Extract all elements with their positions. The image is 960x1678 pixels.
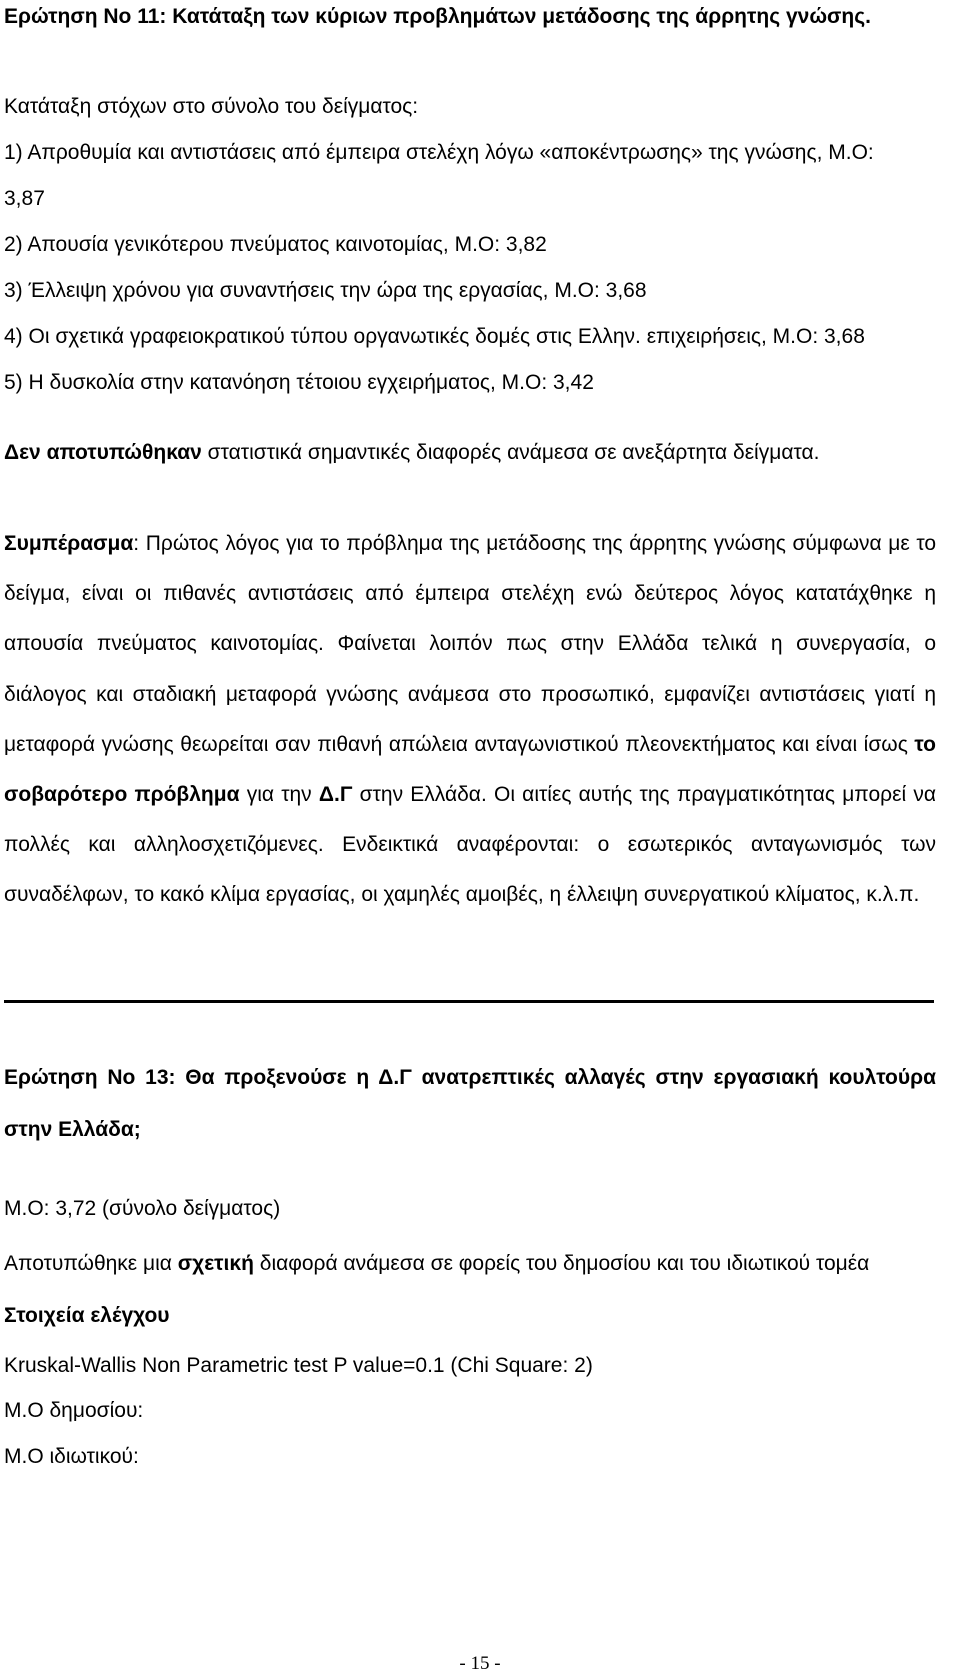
- question-13-difference: [4, 1251, 934, 1277]
- ranking-item-2: 2) Απουσία γενικότερου πνεύματος καινοτομίας, Μ.Ο: 3,82: [4, 233, 547, 256]
- question-13-mean: Μ.Ο: 3,72 (σύνολο δείγματος): [4, 1197, 281, 1220]
- ranking-item-5: 5) Η δυσκολία στην κατανόηση τέτοιου εγχειρήματος, Μ.Ο: 3,42: [4, 371, 594, 394]
- private-sector-mean: Μ.Ο ιδιωτικού:: [4, 1445, 139, 1468]
- no-difference-bold: Δεν αποτυπώθηκαν: [4, 441, 202, 464]
- ranking-item-1: 1) Απροθυμία και αντιστάσεις από έμπειρα στελέχη λόγω «αποκέντρωσης» της γνώσης, Μ.Ο:: [4, 141, 874, 164]
- difference-bold: σχετική: [177, 1252, 254, 1275]
- ranking-item-4: 4) Οι σχετικά γραφειοκρατικού τύπου οργανωτικές δομές στις Ελλην. επιχειρήσεις, Μ.Ο: 3,68: [4, 325, 865, 348]
- section-divider: [4, 1000, 934, 1003]
- question-11-title: Ερώτηση Νο 11: Κατάταξη των κύριων προβλημάτων μετάδοσης της άρρητης γνώσης.: [4, 5, 872, 28]
- ranking-intro: Κατάταξη στόχων στο σύνολο του δείγματος:: [4, 95, 419, 118]
- conclusion-bold-1: το σοβαρότερο πρόβλημα: [4, 732, 936, 807]
- conclusion-text-2: για την: [239, 783, 319, 807]
- conclusion-text-3: στην Ελλάδα. Οι αιτίες αυτής της πραγματικότητας μπορεί να πολλές και αλληλοσχετιζόμενες. Ενδεικτικά αναφέρονται: ο εσωτερικός ανταγωνισμός των συναδέλφων, το κακό κλίμα εργασίας, οι χαμηλές αμοιβές, η έλλειψη συνεργατικού κλίματος, κ.λ.π.: [4, 783, 936, 907]
- no-difference-note: [4, 440, 934, 466]
- conclusion-text-1: : Πρώτος λόγος για το πρόβλημα της μετάδοσης της άρρητης γνώσης σύμφωνα με το δείγμα, είναι οι πιθανές αντιστάσεις από έμπειρα στελέχη ενώ δεύτερος λόγος κατατάχθηκε η απουσία πνεύματος καινοτομίας. Φαίνεται λοιπόν πως στην Ελλάδα τελικά η συνεργασία, ο διάλογος και σταδιακή μεταφορά γνώσης ανάμεσα στο προσωπικό, εμφανίζει αντιστάσεις γιατί η μεταφορά γνώσης θεωρείται σαν πιθανή απώλεια ανταγωνιστικού πλεονεκτήματος και είναι ίσως: [4, 532, 936, 756]
- conclusion-label: Συμπέρασμα: [4, 532, 134, 555]
- control-data-heading: Στοιχεία ελέγχου: [4, 1304, 170, 1327]
- kruskal-wallis-test: Kruskal-Wallis Non Parametric test P value=0.1 (Chi Square: 2): [4, 1354, 593, 1377]
- difference-text-2: διαφορά ανάμεσα σε φορείς του δημοσίου και του ιδιωτικού τομέα: [253, 1252, 870, 1275]
- difference-text-1: Αποτυπώθηκε μια: [4, 1252, 178, 1275]
- ranking-item-3: 3) Έλλειψη χρόνου για συναντήσεις την ώρα της εργασίας, Μ.Ο: 3,68: [4, 279, 647, 302]
- conclusion-bold-2: Δ.Γ: [318, 783, 353, 807]
- no-difference-rest: στατιστικά σημαντικές διαφορές ανάμεσα σε ανεξάρτητα δείγματα.: [201, 441, 820, 464]
- page-number: - 15 -: [459, 1653, 501, 1674]
- conclusion-paragraph: [4, 519, 936, 921]
- public-sector-mean: Μ.Ο δημοσίου:: [4, 1399, 144, 1422]
- question-13-title: Ερώτηση Νο 13: Θα προξενούσε η Δ.Γ ανατρεπτικές αλλαγές στην εργασιακή κουλτούρα στην Ελλάδα;: [4, 1066, 936, 1141]
- ranking-item-1-value: 3,87: [4, 187, 45, 210]
